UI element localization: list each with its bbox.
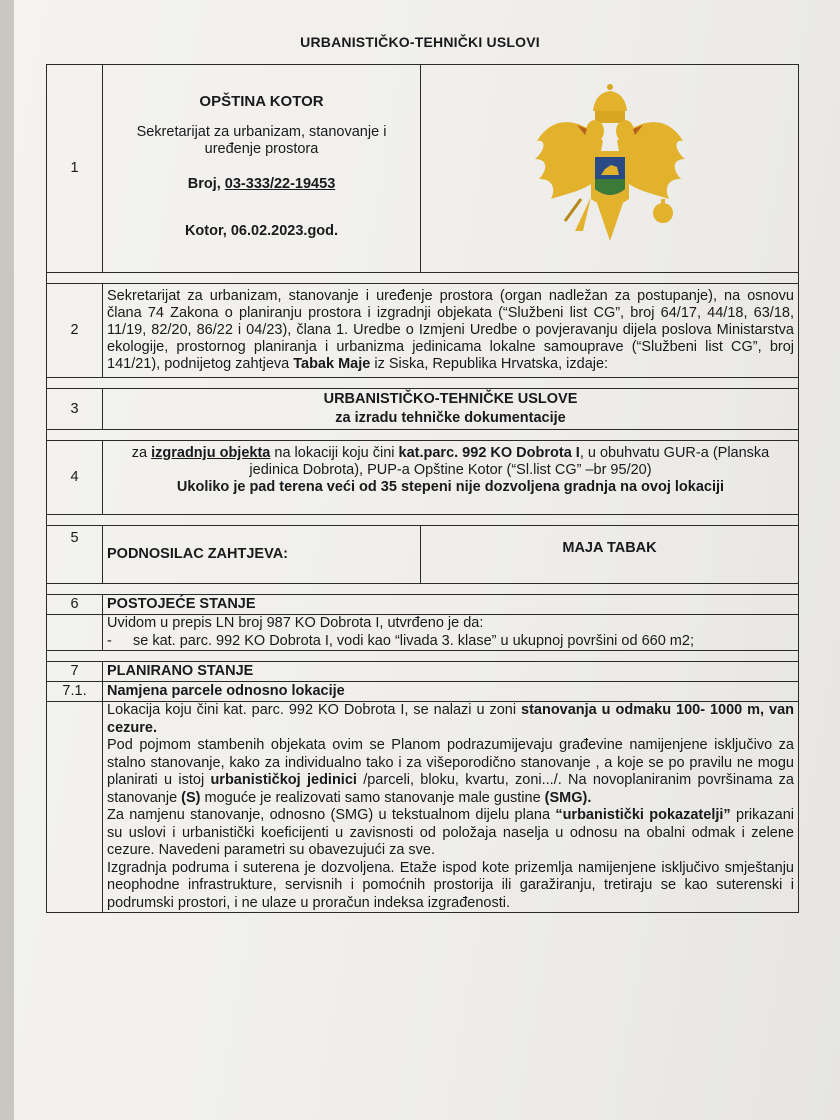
p3b: “urbanistički pokazatelji”: [555, 807, 731, 823]
municipality-name: OPŠTINA KOTOR: [199, 93, 324, 110]
existing-state-text: [103, 615, 799, 651]
scope-t5: , u obuhvatu GUR-a (Planska jedinica Dobrota), PUP-a Opštine Kotor (“Sl.list CG” –br 95/20): [249, 445, 770, 478]
applicant-label: PODNOSILAC ZAHTJEVA:: [103, 526, 421, 584]
scope-t2: izgradnju objekta: [151, 445, 271, 461]
section-6-body-row: [47, 615, 799, 651]
section-3-row: [47, 389, 799, 430]
scope-t3: na lokaciji koju čini: [270, 445, 399, 461]
section-1-row: [47, 65, 799, 273]
existing-state-item-text: se kat. parc. 992 KO Dobrota I, vodi kao “livada 3. klase” u ukupnoj površini od 660 m2;: [133, 632, 694, 649]
spacer-row: [47, 273, 799, 284]
spacer-row: [47, 515, 799, 526]
spacer-row: [47, 584, 799, 595]
purpose-paragraph-4: Izgradnja podruma i suterena je dozvoljena. Etaže ispod kote prizemlja namijenjene isključivo smještanju neophodne infrastrukture, servisnih i pomoćnih prostorija ili garažiranju, tretiraju se kao suterenski i podrumski prostori, i ne ulaze u proračun indeksa izgrađenosti.: [107, 859, 794, 911]
section-6-header-row: [47, 595, 799, 615]
place-date: Kotor, 06.02.2023.god.: [184, 223, 339, 239]
parcel-purpose-heading: Namjena parcele odnosno lokacije: [103, 682, 799, 702]
planned-state-heading: PLANIRANO STANJE: [103, 662, 799, 682]
section-number: 2: [47, 284, 103, 378]
purpose-paragraph-1: [107, 702, 794, 737]
section-number: 3: [47, 389, 103, 430]
empty-number-cell: [47, 615, 103, 651]
legal-basis-end: iz Siska, Republika Hrvatska, izdaje:: [370, 356, 609, 372]
legal-basis-main: Sekretarijat za urbanizam, stanovanje i uređenje prostora (organ nadležan za postupanje), na osnovu člana 74 Zakona o planiranju prostora i izgradnji objekata (“Službeni list CG”, broj 64/17, 44/18, 63/18, 11/19, 82/20, 86/22 i 04/23), člana 1. Uredbe o Izmjeni Uredbe o povjeravanju dijela poslova Ministarstva ekologije, prostornog planiranja i urbanizma jedinicama lokalne samouprave (“Službeni list CG”, broj 141/21), podnijetog zahtjeva: [107, 288, 794, 372]
parcel-purpose-text: [103, 702, 799, 913]
section-7-1-row: [47, 682, 799, 702]
p3c: prikazani su uslovi i urbanistički koeficijenti u zavisnosti od položaja naselja u odnosu na obalni odmak i zelene cezure. Navedeni parametri su obavezujući za sve.: [107, 807, 794, 858]
section-number: 1: [47, 65, 103, 273]
section-7-1-body-row: [47, 702, 799, 913]
section-number: 7: [47, 662, 103, 682]
spacer-row: [47, 430, 799, 441]
section-number: 4: [47, 441, 103, 515]
existing-state-intro: Uvidom u prepis LN broj 987 KO Dobrota I, utvrđeno je da:: [107, 615, 484, 631]
p2a: Pod pojmom stambenih objekata ovim se Planom podrazumijevaju građevine namijenjene isključivo za stalno stanovanje, kako za individualno tako i za višeporodično stanovanje , a koje se po pravilu ne mogu planirati u istoj: [107, 737, 794, 788]
section-5-row: [47, 526, 799, 584]
number-label: Broj,: [187, 176, 221, 192]
spacer-row: [47, 378, 799, 389]
p3a: Za namjenu stanovanje, odnosno (SMG) u tekstualnom dijelu plana: [107, 807, 556, 823]
existing-state-item: [107, 633, 794, 651]
purpose-paragraph-2: [107, 737, 794, 807]
purpose-paragraph-3: [107, 807, 794, 860]
conditions-heading-cell: [103, 389, 799, 430]
section-number: 5: [47, 526, 103, 584]
conditions-heading: URBANISTIČKO-TEHNIČKE USLOVE: [323, 391, 578, 407]
spacer-row: [47, 651, 799, 662]
p2b: urbanističkoj jedinici: [210, 772, 357, 788]
p2c: /parceli, bloku, kvartu, zoni.../. Na novoplaniranim površinama za stanovanje: [107, 772, 794, 806]
document-title: URBANISTIČKO-TEHNIČKI USLOVI: [300, 34, 540, 50]
section-7-row: [47, 662, 799, 682]
section-number: 7.1.: [47, 682, 103, 702]
section-4-row: [47, 441, 799, 515]
empty-number-cell: [47, 702, 103, 913]
p2d: (S): [181, 789, 201, 806]
applicant-name-inline: Tabak Maje: [293, 356, 371, 372]
section-number: 6: [47, 595, 103, 615]
number-value: 03-333/22-19453: [224, 176, 336, 192]
conditions-table: [46, 64, 799, 913]
p1a: Lokacija koju čini kat. parc. 992 KO Dobrota I, se nalazi u zoni: [107, 702, 521, 718]
emblem-cell: [421, 65, 799, 273]
p1b: stanovanja u odmaku 100- 1000 m, van cezure.: [107, 702, 795, 736]
applicant-value: MAJA TABAK: [421, 526, 799, 584]
secretariat-name: Sekretarijat za urbanizam, stanovanje i uređenje prostora: [136, 124, 387, 157]
legal-basis-text: [103, 284, 799, 378]
document-number: [107, 176, 416, 193]
slope-warning: Ukoliko je pad terena veći od 35 stepeni nije dozvoljena gradnja na ovoj lokaciji: [176, 479, 725, 495]
conditions-subheading: za izradu tehničke dokumentacije: [335, 410, 566, 426]
existing-state-heading: POSTOJEĆE STANJE: [103, 595, 799, 615]
montenegro-coat-of-arms-icon: [525, 81, 695, 256]
issuer-cell: [103, 65, 421, 273]
scope-t4: kat.parc. 992 KO Dobrota I: [398, 445, 580, 461]
scope-text: [103, 441, 799, 515]
section-2-row: [47, 284, 799, 378]
scope-t1: za: [131, 445, 152, 461]
scope-line: [107, 445, 794, 479]
p2f: (SMG).: [544, 789, 592, 806]
p2e: moguće je realizovati samo stanovanje male gustine: [200, 789, 545, 806]
bullet-dash: -: [107, 632, 112, 649]
